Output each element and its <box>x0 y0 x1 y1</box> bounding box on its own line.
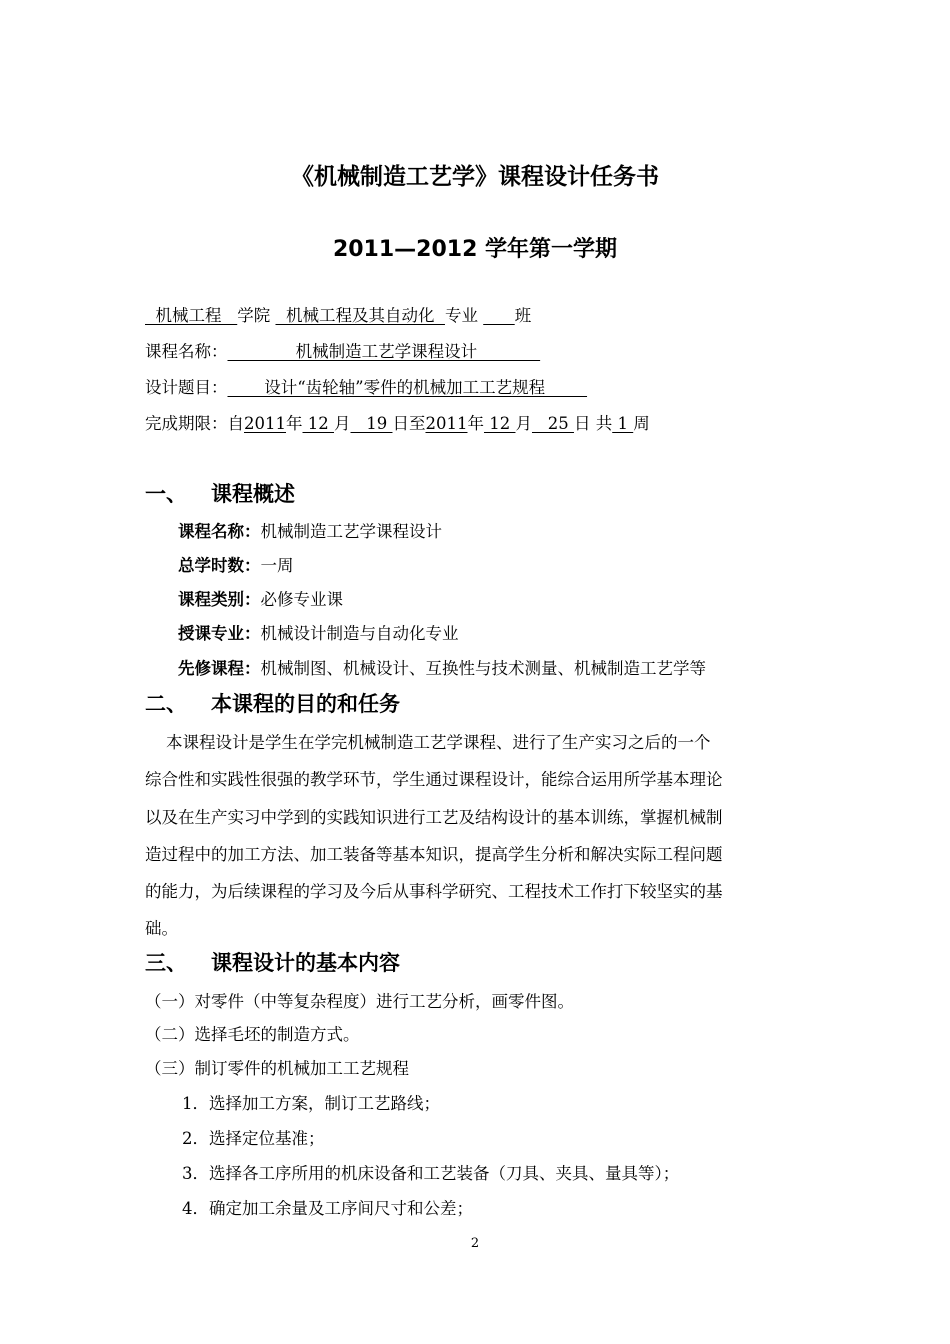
paragraph-line: 造过程中的加工方法、加工装备等基本知识，提高学生分析和解决实际工程问题 <box>145 845 723 864</box>
content-subitem: 2．选择定位基准； <box>182 1129 325 1148</box>
class-value <box>483 306 514 325</box>
period-end-month: 12 <box>483 414 516 433</box>
overview-key: 先修课程： <box>178 659 261 678</box>
overview-item <box>178 552 294 576</box>
overview-item <box>178 620 459 644</box>
overview-value: 机械制图、机械设计、互换性与技术测量、机械制造工艺学等 <box>260 659 706 678</box>
overview-value: 必修专业课 <box>260 590 343 609</box>
content-subitem: 1．选择加工方案，制订工艺路线； <box>182 1094 440 1113</box>
section-3-heading <box>145 947 400 977</box>
period-start-day: 19 <box>350 414 393 433</box>
paragraph-line: 综合性和实践性很强的教学环节，学生通过课程设计，能综合运用所学基本理论 <box>145 770 723 789</box>
overview-key: 授课专业： <box>178 624 261 643</box>
paragraph-line: 以及在生产实习中学到的实践知识进行工艺及结构设计的基本训练，掌握机械制 <box>145 808 723 827</box>
semester-subtitle: 2011—2012 学年第一学期 <box>332 237 618 262</box>
overview-item <box>178 586 343 610</box>
section-3-title: 课程设计的基本内容 <box>211 951 400 975</box>
overview-item <box>178 518 442 542</box>
course-value: 机械制造工艺学课程设计 <box>227 342 541 361</box>
content-item: （一）对零件（中等复杂程度）进行工艺分析，画零件图。 <box>145 992 574 1011</box>
topic-value: 设计“齿轮轴”零件的机械加工工艺规程 <box>227 378 588 397</box>
paragraph-line: 础。 <box>145 919 178 938</box>
overview-value: 机械设计制造与自动化专业 <box>260 624 459 643</box>
overview-key: 课程类别： <box>178 590 261 609</box>
period-end-day: 25 <box>531 414 574 433</box>
overview-item <box>178 655 706 679</box>
document-title: 《机械制造工艺学》课程设计任务书 <box>291 164 659 190</box>
overview-value: 机械制造工艺学课程设计 <box>260 522 442 541</box>
overview-key: 课程名称： <box>178 522 261 541</box>
content-subitem: 3．选择各工序所用的机床设备和工艺装备（刀具、夹具、量具等）； <box>182 1164 680 1183</box>
overview-value: 一周 <box>260 556 294 575</box>
completion-period-line <box>145 410 650 434</box>
design-topic-line <box>145 374 587 398</box>
content-item: （三）制订零件的机械加工工艺规程 <box>145 1059 409 1078</box>
college-label: 学院 <box>237 306 276 325</box>
day-to-label: 日至 <box>392 414 426 433</box>
month-label: 月 <box>515 414 532 433</box>
class-label: 班 <box>514 306 532 325</box>
course-label: 课程名称： <box>145 342 228 361</box>
period-start-month: 12 <box>302 414 334 433</box>
section-1-title: 课程概述 <box>211 482 295 506</box>
content-subitem: 4．确定加工余量及工序间尺寸和公差； <box>182 1199 473 1218</box>
period-weeks: 1 <box>612 414 634 433</box>
college-value: 机械工程 <box>145 306 238 325</box>
paragraph-line: 的能力，为后续课程的学习及今后从事科学研究、工程技术工作打下较坚实的基 <box>145 882 723 901</box>
month-label: 月 <box>334 414 351 433</box>
day-total-label: 日 共 <box>573 414 613 433</box>
week-label: 周 <box>633 414 650 433</box>
section-2-heading <box>145 688 400 718</box>
course-name-line <box>145 338 540 362</box>
content-item: （二）选择毛坯的制造方式。 <box>145 1025 360 1044</box>
year-label: 年 <box>286 414 303 433</box>
overview-key: 总学时数： <box>178 556 261 575</box>
topic-label: 设计题目： <box>145 378 228 397</box>
section-1-heading <box>145 478 295 508</box>
period-start-year: 2011 <box>244 414 286 433</box>
college-major-class-line <box>145 302 531 326</box>
period-label: 完成期限：自 <box>145 414 244 433</box>
paragraph-line: 本课程设计是学生在学完机械制造工艺学课程、进行了生产实习之后的一个 <box>145 733 711 752</box>
page-number: 2 <box>470 1236 480 1251</box>
major-value: 机械工程及其自动化 <box>275 306 445 325</box>
section-3-number: 三、 <box>145 951 187 975</box>
section-2-number: 二、 <box>145 692 187 716</box>
period-end-year: 2011 <box>425 414 468 433</box>
section-2-title: 本课程的目的和任务 <box>211 692 400 716</box>
year-label: 年 <box>467 414 484 433</box>
section-1-number: 一、 <box>145 482 187 506</box>
major-label: 专业 <box>444 306 484 325</box>
